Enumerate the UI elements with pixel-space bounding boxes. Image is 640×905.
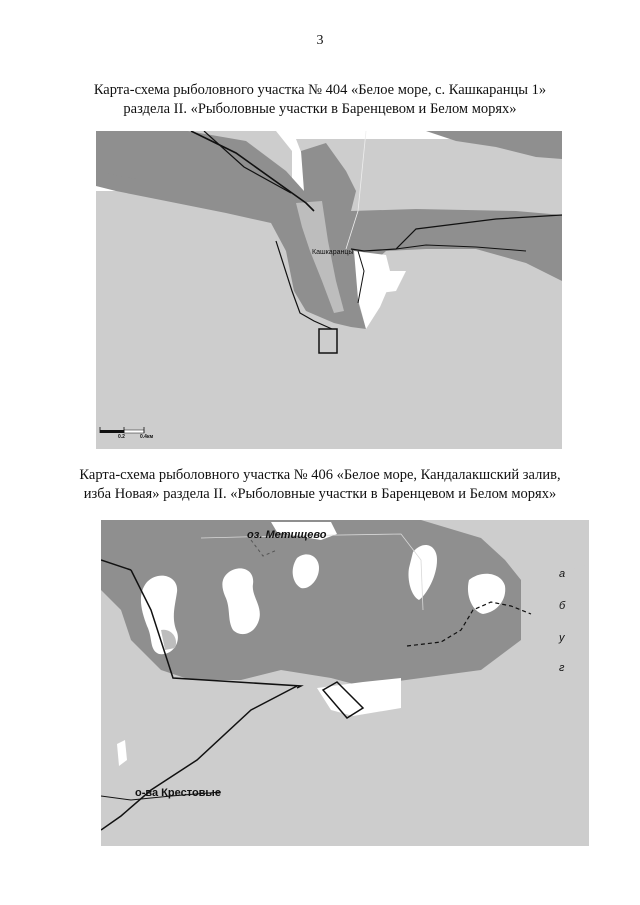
- bay-letter: а: [559, 568, 566, 580]
- caption-line: Карта-схема рыболовного участка № 406 «Белое море, Кандалакшский залив,: [79, 467, 561, 483]
- scale-label-mid: 0.2: [118, 434, 125, 440]
- settlement-label: Кашкаранцы: [312, 249, 354, 256]
- land-area: [426, 131, 562, 159]
- caption-line: раздела II. «Рыболовные участки в Баренцевом и Белом морях»: [123, 101, 517, 117]
- fishing-plot: [319, 329, 337, 353]
- scale-bar: [100, 427, 144, 433]
- map-plot-406: [101, 520, 589, 846]
- map-404-graphic: [96, 131, 562, 449]
- shore-area: [117, 740, 127, 766]
- map-plot-404: [96, 131, 562, 449]
- bay-letter: б: [559, 600, 566, 612]
- shore-area: [380, 271, 406, 293]
- boundary-line: [101, 686, 297, 830]
- map-caption-406: [40, 466, 600, 504]
- scale-label-end: 0.4км: [140, 434, 154, 440]
- bay-letter: г: [559, 662, 565, 674]
- caption-line: Карта-схема рыболовного участка № 404 «Белое море, с. Кашкаранцы 1»: [93, 82, 547, 98]
- caption-line: изба Новая» раздела II. «Рыболовные участки в Баренцевом и Белом морях»: [83, 486, 557, 502]
- lake-label: оз. Метищево: [247, 529, 327, 541]
- map-caption-404: [40, 81, 600, 119]
- bay-letter: у: [559, 632, 565, 644]
- page-number: 3: [316, 33, 324, 48]
- islands-label: о-ва Крестовые: [135, 787, 221, 799]
